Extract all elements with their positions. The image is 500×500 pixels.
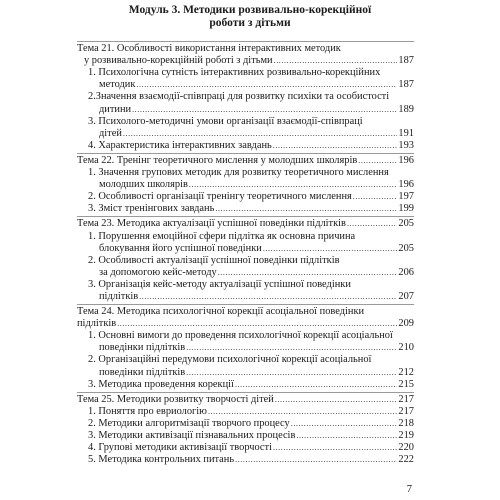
toc-section bbox=[77, 304, 414, 392]
dot-leader bbox=[275, 394, 397, 404]
toc-entry-text: поведінки підлітків bbox=[99, 342, 186, 354]
toc-line bbox=[77, 116, 414, 128]
toc-section bbox=[77, 41, 414, 153]
toc-line bbox=[77, 366, 414, 378]
toc-page-number: 220 bbox=[398, 442, 414, 454]
dot-leader bbox=[296, 430, 397, 440]
toc-line bbox=[77, 167, 414, 179]
toc-line bbox=[77, 218, 414, 230]
toc-line bbox=[77, 67, 414, 79]
dot-leader bbox=[235, 379, 397, 389]
module-title-line-1: Модуль 3. Методики розвивально-корекційної bbox=[128, 4, 372, 16]
toc-page-number: 196 bbox=[398, 154, 414, 166]
toc-page-number: 199 bbox=[398, 203, 414, 215]
toc-line bbox=[77, 255, 414, 267]
toc-line bbox=[77, 103, 414, 115]
dot-leader bbox=[132, 104, 397, 114]
page-number: 7 bbox=[406, 484, 412, 495]
toc-entry-text: 3. Зміст тренінгових завдань bbox=[88, 203, 215, 215]
toc-line bbox=[77, 379, 414, 391]
toc-line bbox=[77, 406, 414, 418]
toc-page-number: 218 bbox=[398, 417, 414, 429]
toc-section bbox=[77, 392, 414, 468]
toc-entry-text: 3. Організація кейс-методу актуалізації успішної поведінки bbox=[88, 278, 351, 290]
toc-line bbox=[77, 140, 414, 152]
toc-entry-text: 2. Особливості актуалізації успішної поведінки підлітків bbox=[88, 254, 340, 266]
toc-entry-text: 2.Значення взаємодії-співпраці для розвитку психіки та особистості bbox=[88, 91, 390, 103]
toc-page-number: 189 bbox=[398, 103, 414, 115]
toc-line bbox=[77, 128, 414, 140]
toc-entry-text: Тема 24. Методика психологічної корекції асоціальної поведінки bbox=[77, 306, 365, 318]
toc-entry-text: 3. Методика проведення корекції bbox=[88, 378, 234, 390]
toc-line bbox=[77, 155, 414, 167]
toc-line bbox=[77, 191, 414, 203]
toc-page-number: 205 bbox=[398, 242, 414, 254]
toc-entry-text: 1. Психологічна сутність інтерактивних розвивально-корекційних bbox=[88, 67, 381, 79]
toc-page-number: 197 bbox=[398, 191, 414, 203]
toc-line bbox=[77, 291, 414, 303]
toc-entry-text: поведінки підлітків bbox=[99, 366, 186, 378]
toc-section bbox=[77, 216, 414, 304]
dot-leader bbox=[291, 418, 397, 428]
toc-entry-text: 2. Методики алгоритмізації творчого процесу bbox=[88, 417, 290, 429]
toc-line bbox=[77, 306, 414, 318]
toc-page-number: 193 bbox=[398, 139, 414, 151]
toc-entry-text: Тема 25. Методики розвитку творчості дітей bbox=[77, 393, 274, 405]
dot-leader bbox=[136, 79, 397, 89]
toc-page-number: 217 bbox=[398, 393, 414, 405]
toc-line bbox=[77, 354, 414, 366]
toc-page-number: 187 bbox=[398, 79, 414, 91]
toc-page-number: 206 bbox=[398, 266, 414, 278]
dot-leader bbox=[273, 442, 397, 452]
toc-entry-text: 3. Методики активізації пізнавальних процесів bbox=[88, 430, 296, 441]
toc-page-number: 191 bbox=[398, 127, 414, 139]
toc-line bbox=[77, 342, 414, 354]
toc-entry-text: дітей bbox=[99, 127, 122, 139]
toc-page-number: 217 bbox=[398, 405, 414, 417]
toc-entry-text: Тема 21. Особливості використання інтерактивних методик bbox=[77, 43, 341, 55]
toc-entry-text: дитини bbox=[99, 103, 132, 115]
dot-leader bbox=[117, 318, 397, 328]
toc-entry-text: 4. Групові методики активізації творчості bbox=[88, 442, 272, 454]
toc-entry-text: Тема 22. Тренінг теоретичного мислення у молодших школярів bbox=[77, 154, 358, 166]
dot-leader bbox=[353, 191, 397, 201]
toc-entry-text: 1. Основні вимоги до проведення психологічної корекції асоціальної bbox=[88, 330, 393, 342]
toc-line bbox=[77, 318, 414, 330]
dot-leader bbox=[358, 155, 397, 165]
toc-line bbox=[77, 279, 414, 291]
toc-line bbox=[77, 330, 414, 342]
dot-leader bbox=[139, 291, 397, 301]
toc-line bbox=[77, 418, 414, 430]
dot-leader bbox=[186, 367, 397, 377]
table-of-contents bbox=[77, 41, 414, 467]
dot-leader bbox=[235, 454, 397, 464]
toc-page-number: 205 bbox=[398, 218, 414, 230]
dot-leader bbox=[186, 342, 397, 352]
toc-entry-text: 5. Методика контрольних питань bbox=[88, 454, 235, 466]
toc-page-number: 219 bbox=[398, 430, 414, 441]
module-title bbox=[0, 4, 500, 30]
toc-entry-text: підлітків bbox=[99, 290, 139, 302]
toc-entry-text: 4. Характеристика інтерактивних завдань bbox=[88, 139, 272, 151]
dot-leader bbox=[274, 55, 397, 65]
toc-line bbox=[77, 430, 414, 442]
toc-entry-text: підлітків bbox=[77, 318, 117, 330]
toc-entry-text: молодших школярів bbox=[99, 179, 188, 191]
toc-line bbox=[77, 442, 414, 454]
toc-page-number: 215 bbox=[398, 378, 414, 390]
dot-leader bbox=[218, 267, 397, 277]
toc-page-number: 222 bbox=[398, 454, 414, 466]
toc-section bbox=[77, 153, 414, 216]
toc-page-number: 196 bbox=[398, 179, 414, 191]
dot-leader bbox=[215, 203, 397, 213]
toc-line bbox=[77, 230, 414, 242]
toc-line bbox=[77, 394, 414, 406]
toc-page-number: 210 bbox=[398, 342, 414, 354]
toc-entry-text: Тема 23. Методика актуалізації успішної поведінки підлітків bbox=[77, 218, 346, 230]
toc-line bbox=[77, 91, 414, 103]
toc-line bbox=[77, 203, 414, 215]
dot-leader bbox=[347, 218, 397, 228]
toc-page-number: 209 bbox=[398, 318, 414, 330]
toc-entry-text: методик bbox=[99, 79, 136, 91]
toc-line bbox=[77, 243, 414, 255]
dot-leader bbox=[208, 406, 397, 416]
toc-page-number: 207 bbox=[398, 290, 414, 302]
toc-entry-text: у розвивально-корекційній роботі з дітьми bbox=[84, 55, 273, 67]
toc-line bbox=[77, 79, 414, 91]
toc-entry-text: блокування його успішної поведінки bbox=[99, 242, 262, 254]
toc-page-number: 187 bbox=[398, 55, 414, 67]
toc-entry-text: 1. Порушення емоційної сфери підлітка як основна причина bbox=[88, 230, 356, 242]
dot-leader bbox=[263, 243, 397, 253]
toc-entry-text: за допомогою кейс-методу bbox=[99, 266, 217, 278]
toc-entry-text: 2. Особливості організації тренінгу теоретичного мислення bbox=[88, 191, 352, 203]
toc-line bbox=[77, 43, 414, 55]
toc-line bbox=[77, 55, 414, 67]
toc-page-number: 212 bbox=[398, 366, 414, 378]
toc-line bbox=[77, 454, 414, 466]
dot-leader bbox=[123, 128, 397, 138]
toc-line bbox=[77, 179, 414, 191]
module-title-line-2: роботи з дітьми bbox=[209, 17, 291, 29]
dot-leader bbox=[273, 140, 397, 150]
dot-leader bbox=[189, 179, 397, 189]
toc-line bbox=[77, 267, 414, 279]
toc-entry-text: 3. Психолого-методичні умови організації взаємодії-співпраці bbox=[88, 115, 363, 127]
toc-entry-text: 1. Значення групових методик для розвитку теоретичного мислення bbox=[88, 167, 389, 179]
toc-entry-text: 2. Організаційні передумови психологічної корекції асоціальної bbox=[88, 354, 372, 366]
toc-entry-text: 1. Поняття про евриологію bbox=[88, 405, 207, 417]
